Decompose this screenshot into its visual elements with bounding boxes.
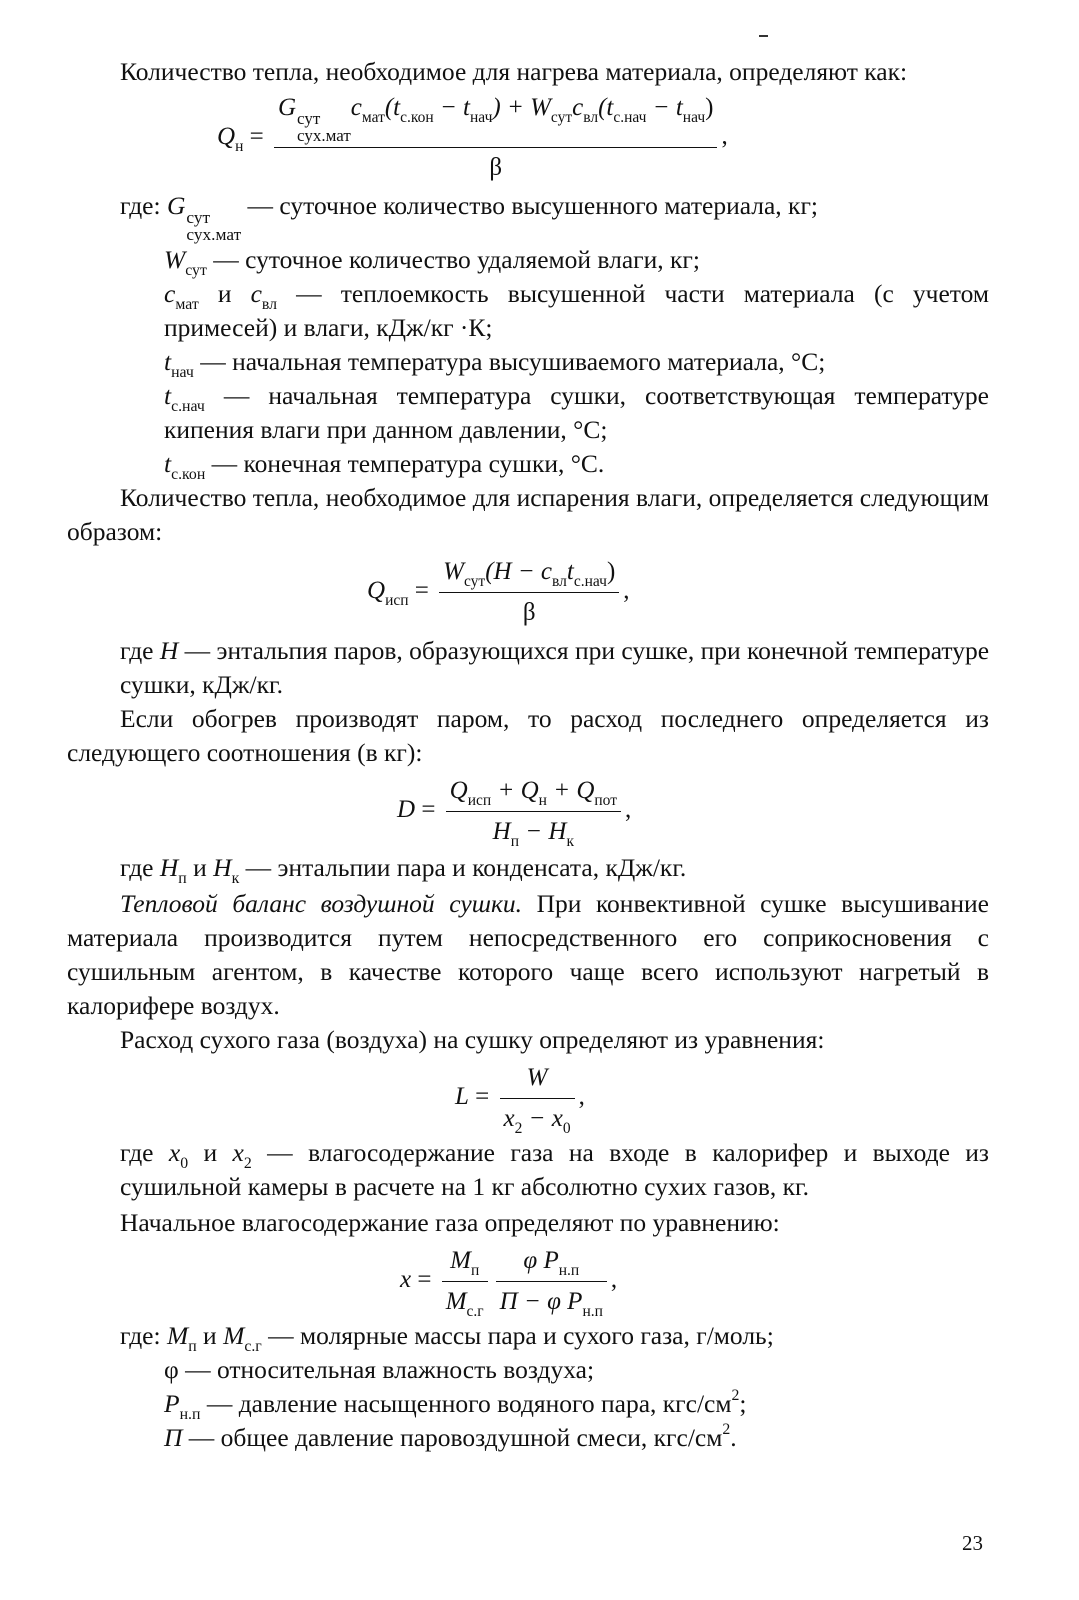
definition-connector: и (198, 279, 251, 309)
formula-symbol: + Q (546, 777, 595, 805)
definition-phi (164, 1353, 989, 1387)
definition-symbol: t (164, 347, 172, 377)
fraction (442, 1244, 488, 1319)
formula-symbol: П − φ P (499, 1288, 583, 1316)
definition-end: . (730, 1423, 737, 1453)
formula-symbol: M (445, 1288, 467, 1316)
formula-subscript: к (566, 833, 574, 851)
definition-symbol: x (232, 1138, 244, 1168)
fraction-numerator (439, 555, 619, 592)
fraction-denominator (500, 1099, 575, 1136)
definition-m (120, 1319, 989, 1356)
formula-subscript: вл (583, 108, 599, 126)
formula-symbol: Q (217, 122, 236, 150)
definition-symbol: t (164, 449, 172, 479)
definition-end: ; (739, 1389, 747, 1419)
formula-symbol: c (350, 94, 362, 121)
formula-symbol: M (450, 1247, 471, 1275)
formula-l (455, 1061, 989, 1136)
formula-q-heating (217, 91, 989, 185)
formula-subscript: н.п (558, 1262, 580, 1280)
formula-subscript: с.нач (171, 398, 205, 416)
formula-equals: = (468, 1083, 490, 1111)
definition-symbol: t (164, 381, 172, 411)
definition-c (164, 277, 989, 345)
fraction-denominator (489, 812, 578, 849)
formula-subscript: с.кон (400, 108, 434, 126)
formula-equals: = (243, 122, 264, 150)
formula-subscript: н.п (179, 1406, 201, 1424)
formula-subscript: сух.мат (186, 224, 242, 244)
formula-subscript: вл (552, 573, 567, 591)
formula-subscript: с.нач (573, 573, 607, 591)
fraction-numerator (446, 1244, 483, 1281)
fraction-numerator (274, 91, 718, 147)
page-number: 23 (962, 1531, 983, 1555)
definition-symbol: φ (164, 1355, 179, 1385)
formula-symbol: D (397, 796, 416, 824)
definition-p-np (164, 1387, 989, 1424)
formula-symbol: H (492, 818, 511, 846)
formula-symbol: − x (522, 1105, 563, 1133)
definition-total-pressure (164, 1421, 989, 1455)
definition-symbol: P (164, 1389, 180, 1419)
formula-subscript: нач (470, 108, 493, 126)
formula-symbol: Q (449, 777, 468, 805)
formula-subscript: п (188, 1338, 197, 1356)
fraction-denominator (442, 1282, 488, 1319)
formula-symbol: c (572, 94, 584, 121)
fraction-denominator: β (489, 153, 503, 181)
formula-symbol: ) + W (492, 94, 551, 121)
formula-subscript: сут (463, 573, 486, 591)
definition-symbol: G (166, 190, 186, 220)
formula-subscript: мат (175, 296, 199, 314)
formula-tail: , (578, 1083, 585, 1111)
definition-g (120, 189, 989, 243)
formula-sup-sub (186, 210, 241, 243)
formula-symbol: φ P (523, 1247, 559, 1275)
paragraph-air-drying (67, 887, 989, 1023)
formula-symbol: L (455, 1083, 469, 1111)
definition-text: — относительная влажность воздуха; (178, 1355, 595, 1385)
formula-symbol: (t (384, 94, 401, 121)
formula-equals: = (411, 1266, 432, 1294)
fraction (274, 91, 718, 185)
formula-subscript: н (538, 792, 547, 810)
where-label: где: (120, 190, 167, 220)
formula-subscript: 0 (180, 1155, 189, 1173)
fraction-numerator (446, 774, 621, 811)
formula-subscript: п (178, 870, 187, 888)
formula-subscript: с.г (244, 1338, 262, 1356)
formula-equals: = (408, 577, 429, 605)
definition-text: — молярные массы пара и сухого газа, г/моль; (261, 1321, 774, 1351)
unit-superscript: 2 (722, 1421, 731, 1439)
formula-tail: , (610, 1266, 618, 1294)
fraction (446, 774, 621, 849)
formula-symbol: x (400, 1266, 412, 1294)
formula-subscript: мат (361, 108, 385, 126)
formula-tail: , (721, 122, 728, 150)
formula-symbol: − H (519, 818, 567, 846)
formula-subscript: к (231, 870, 240, 888)
formula-symbol: G (277, 94, 297, 121)
definition-text: — давление насыщенного водяного пара, кгс/см (200, 1389, 732, 1419)
formula-symbol: (H − c (485, 558, 553, 586)
formula-symbol: − t (433, 94, 471, 121)
definition-t-s-kon (164, 447, 989, 484)
formula-subscript: н.п (582, 1303, 603, 1321)
definition-h (120, 634, 989, 702)
definition-text: — энтальпия паров, образующихся при сушке, при конечной температуре сушки, кДж/кг. (120, 636, 990, 700)
section-heading: Тепловой баланс воздушной сушки. (120, 889, 522, 919)
formula-symbol: W (443, 558, 464, 586)
formula-subscript: нач (171, 364, 194, 382)
formula-symbol: x (503, 1105, 515, 1133)
fraction (496, 1244, 607, 1319)
formula-q-evaporation (367, 555, 989, 630)
definition-symbol: H (213, 853, 232, 883)
formula-subscript: нач (682, 108, 706, 126)
formula-subscript: 2 (243, 1155, 252, 1173)
definition-symbol: c (164, 279, 176, 309)
definition-symbol: c (250, 279, 262, 309)
formula-subscript: н (235, 137, 244, 155)
where-label: где (120, 636, 160, 666)
definition-symbol: M (166, 1321, 189, 1351)
fraction (439, 555, 619, 630)
paragraph-heat-for-evaporation: Количество тепла, необходимое для испарения влаги, определяется следующим образом: (67, 483, 989, 547)
formula-sup-sub (297, 111, 351, 143)
formula-symbol: t (566, 558, 574, 586)
paragraph-text: При конвективной сушке высушивание материала производится путем непосредственного его соприкосновения с сушильным агентом, в качестве которого чаще всего используют нагретый в калорифере воздух. (67, 889, 989, 1021)
where-label: где (120, 1138, 169, 1168)
formula-subscript: 2 (514, 1120, 523, 1138)
formula-symbol: − t (646, 94, 683, 121)
definition-hp-hk (120, 851, 989, 888)
definition-text: — энтальпии пара и конденсата, кДж/кг. (239, 853, 687, 883)
definition-x0-x2 (120, 1136, 989, 1204)
fraction-denominator: β (522, 599, 536, 627)
definition-text: — начальная температура высушиваемого материала, °С; (193, 347, 826, 377)
definition-text: — теплоемкость высушенной части материала (с учетом примесей) и влаги, кДж/кг ·К; (164, 279, 989, 343)
formula-symbol: + Q (491, 777, 539, 805)
fraction-denominator (496, 1282, 607, 1319)
fraction-numerator: W (526, 1064, 548, 1092)
formula-symbol: ) (606, 558, 616, 586)
formula-subscript: пот (594, 792, 618, 810)
formula-subscript: с.кон (171, 466, 206, 484)
definition-symbol: H (159, 853, 179, 883)
definition-t-s-nach (164, 379, 989, 447)
definition-text: — суточное количество высушенного материала, кг; (241, 190, 818, 220)
formula-subscript: п (510, 833, 520, 851)
definition-text: — суточное количество удаляемой влаги, кг; (206, 245, 700, 275)
paragraph-heat-for-heating: Количество тепла, необходимое для нагрева материала, определяют как: (120, 57, 908, 86)
definition-symbol: x (168, 1138, 181, 1168)
paragraph-steam-consumption: Если обогрев производят паром, то расход последнего определяется из следующего соотношения (в кг): (67, 704, 989, 768)
formula-d (397, 774, 989, 849)
where-label: где: (120, 1321, 167, 1351)
paragraph-initial-moisture: Начальное влагосодержание газа определяют по уравнению: (120, 1208, 780, 1238)
formula-tail: , (625, 796, 632, 824)
definition-symbol: H (159, 636, 179, 666)
definition-t-nach (164, 345, 989, 382)
paragraph-dry-gas-consumption: Расход сухого газа (воздуха) на сушку определяют из уравнения: (120, 1025, 825, 1055)
formula-subscript: исп (467, 792, 492, 810)
definition-symbol: W (164, 245, 186, 275)
formula-subscript: вл (261, 296, 278, 314)
definition-connector: и (186, 853, 214, 883)
definition-symbol: П (164, 1423, 183, 1453)
formula-x (400, 1244, 989, 1319)
definition-text: — конечная температура сушки, °С. (205, 449, 605, 479)
formula-superscript: сут (297, 109, 321, 129)
formula-superscript: сут (186, 208, 211, 228)
fraction-numerator (519, 1244, 583, 1281)
formula-subscript: сут (550, 108, 573, 126)
formula-subscript: сух.мат (297, 125, 351, 145)
formula-symbol: (t (598, 94, 614, 121)
definition-connector: и (196, 1321, 224, 1351)
formula-subscript: с.г (466, 1303, 484, 1321)
definition-symbol: M (223, 1321, 245, 1351)
formula-subscript: п (470, 1262, 480, 1280)
unit-superscript: 2 (731, 1387, 740, 1405)
document-page (67, 55, 989, 1455)
definition-text: — общее давление паровоздушной смеси, кгс/см (182, 1423, 723, 1453)
definition-w (164, 243, 989, 280)
formula-equals: = (415, 796, 436, 824)
formula-symbol: Q (367, 577, 386, 605)
formula-subscript: сут (185, 262, 207, 280)
fraction (500, 1061, 575, 1136)
formula-subscript: исп (385, 592, 409, 610)
formula-subscript: с.нач (613, 108, 647, 126)
where-label: где (120, 853, 160, 883)
formula-subscript: 0 (562, 1120, 571, 1138)
definition-text: — начальная температура сушки, соответствующая температуре кипения влаги при данном давлении, °С; (164, 381, 989, 445)
definition-text: — влагосодержание газа на входе в калорифер и выходе из сушильной камеры в расчете на 1 кг абсолютно сухих газов, кг. (120, 1138, 989, 1202)
definition-connector: и (188, 1138, 233, 1168)
header-mark (759, 35, 768, 37)
formula-symbol: ) (705, 94, 714, 121)
formula-tail: , (623, 577, 630, 605)
